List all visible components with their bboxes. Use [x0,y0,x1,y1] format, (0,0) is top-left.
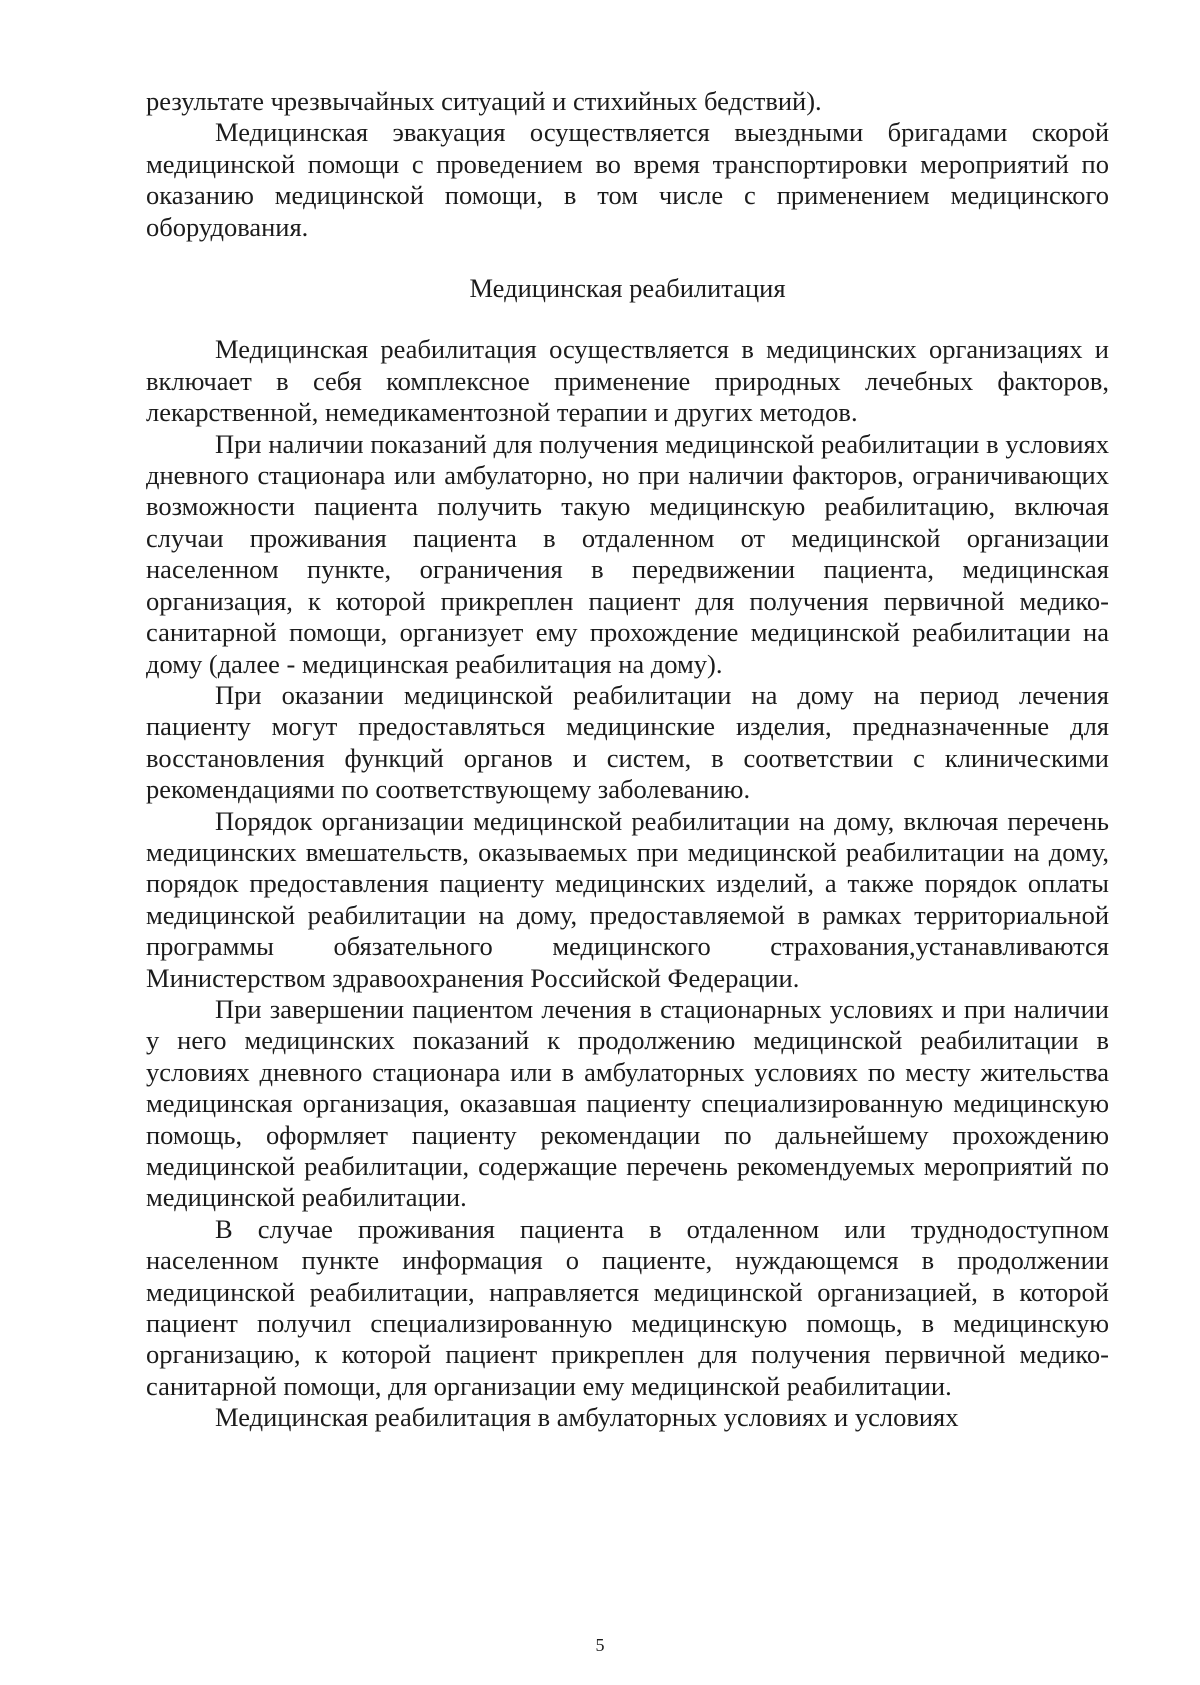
paragraph-medical-evacuation: Медицинская эвакуация осуществляется выездными бригадами скорой медицинской помощи с проведением во время транспортировки мероприятий по оказанию медицинской помощи, в том числе с применением медицинского оборудования. [146,117,1109,242]
page-number: 5 [595,1635,605,1655]
paragraph-discharge: При завершении пациентом лечения в стационарных условиях и при наличии у него медицинских показаний к продолжению медицинской реабилитации в условиях дневного стационара или в амбулаторных условиях по месту жительства медицинская организация, оказавшая пациенту специализированную медицинскую помощь, оформляет пациенту рекомендации по дальнейшему прохождению медицинской реабилитации, содержащие перечень рекомендуемых мероприятий по медицинской реабилитации. [146,993,1109,1213]
paragraph-medical-devices: При оказании медицинской реабилитации на дому на период лечения пациенту могут предоставляться медицинские изделия, предназначенные для восстановления функций органов и систем, в соответствии с клиническими рекомендациями по соответствующему заболеванию. [146,679,1109,805]
paragraph-continuation: результате чрезвычайных ситуаций и стихийных бедствий). [146,86,822,116]
paragraph-home-rehabilitation: При наличии показаний для получения медицинской реабилитации в условиях дневного стационара или амбулаторно, но при наличии факторов, ограничивающих возможности пациента получить такую медицинскую реабилитацию, включая случаи проживания пациента в отдаленном от медицинской организации населенном пункте, ограничения в передвижении пациента, медицинская организация, к которой прикреплен пациент для получения первичной медико-санитарной помощи, организует ему прохождение медицинской реабилитации на дому (далее - медицинская реабилитация на дому). [146,428,1109,679]
document-page [146,86,1109,1434]
paragraph-remote-settlement: В случае проживания пациента в отдаленном или труднодоступном населенном пункте информация о пациенте, нуждающемся в продолжении медицинской реабилитации, направляется медицинской организацией, в которой пациент получил специализированную медицинскую помощь, в медицинскую организацию, к которой пациент прикреплен для получения первичной медико-санитарной помощи, для организации ему медицинской реабилитации. [146,1213,1109,1401]
section-heading: Медицинская реабилитация [469,273,786,304]
paragraph-rehabilitation-intro: Медицинская реабилитация осуществляется в медицинских организациях и включает в себя комплексное применение природных лечебных факторов, лекарственной, немедикаментозной терапии и других методов. [146,334,1109,428]
paragraph-outpatient: Медицинская реабилитация в амбулаторных условиях и условиях [215,1402,959,1433]
paragraph-procedure: Порядок организации медицинской реабилитации на дому, включая перечень медицинских вмешательств, оказываемых при медицинской реабилитации на дому, порядок предоставления пациенту медицинских изделий, а также порядок оплаты медицинской реабилитации на дому, предоставляемой в рамках территориальной программы обязательного медицинского страхования,устанавливаются Министерством здравоохранения Российской Федерации. [146,805,1109,993]
